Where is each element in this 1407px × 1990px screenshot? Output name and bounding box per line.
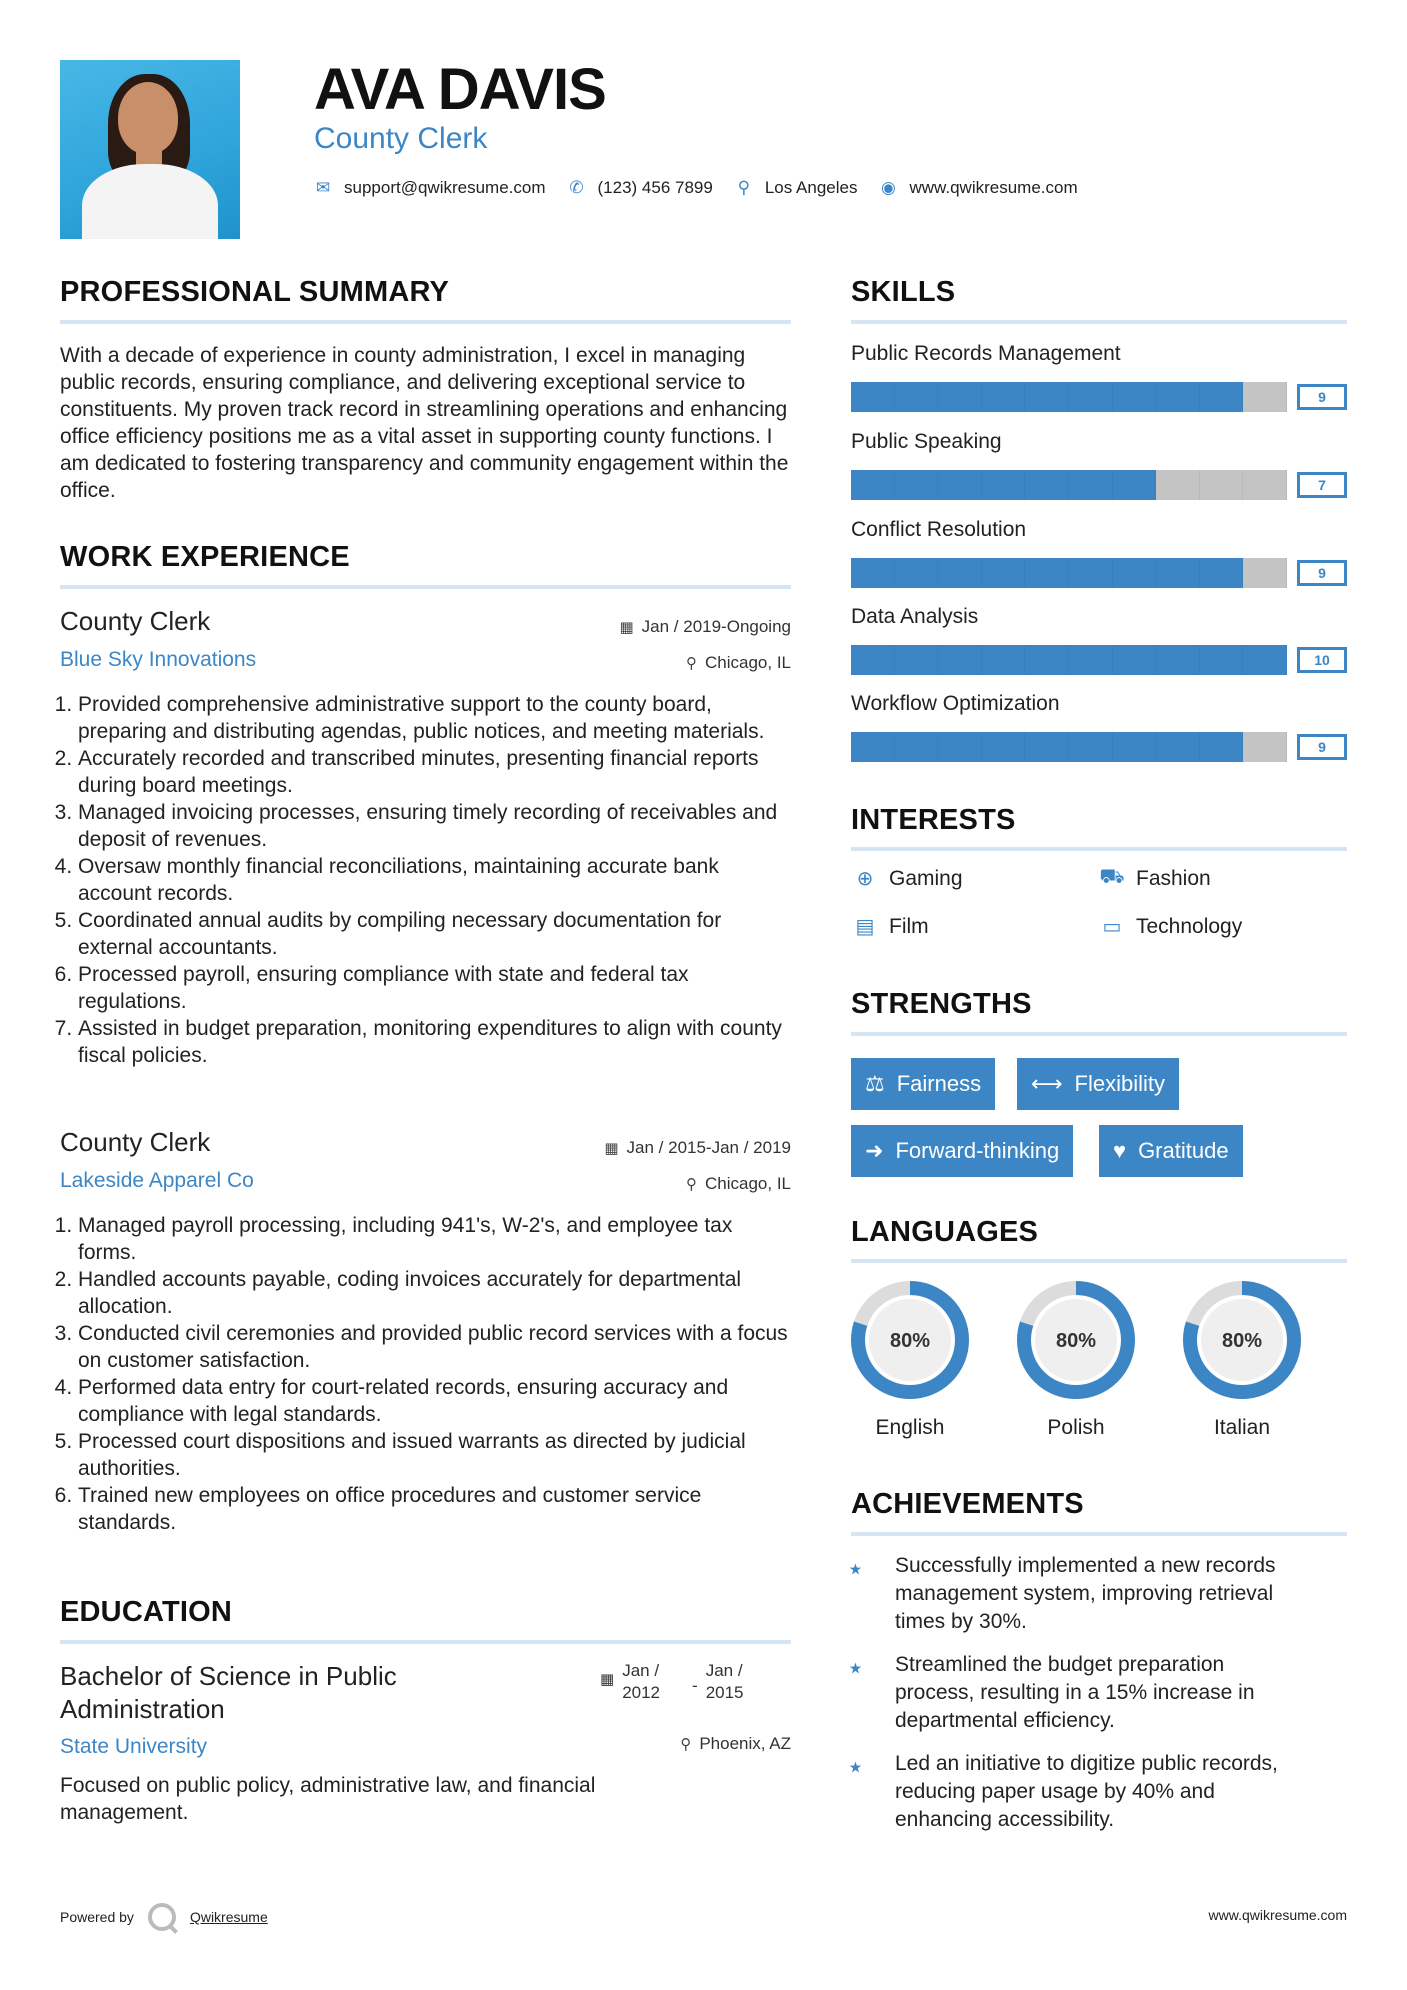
achievement-line: Streamlined the budget preparation xyxy=(895,1653,1225,1676)
job-dates xyxy=(604,1138,791,1158)
duty-item: 7. Assisted in budget preparation, monitoring expenditures to align with county fiscal policies. xyxy=(78,1015,796,1069)
job-duties-list xyxy=(60,691,796,1069)
duty-item: 1. Provided comprehensive administrative support to the county board, preparing and distributing agendas, public notices, and meeting materials. xyxy=(78,691,796,745)
duty-item: 3. Conducted civil ceremonies and provided public record services with a focus on customer satisfaction. xyxy=(78,1320,796,1374)
job-location-text: Chicago, IL xyxy=(705,1174,791,1193)
job-title: County Clerk xyxy=(60,606,211,636)
duty-item: 2. Accurately recorded and transcribed minutes, presenting financial reports during board meetings. xyxy=(78,745,796,799)
date-start-year: 2012 xyxy=(622,1683,661,1702)
interest-item xyxy=(851,866,963,891)
date-separator: - xyxy=(692,1676,698,1695)
duty-item: 2. Handled accounts payable, coding invoices accurately for departmental allocation. xyxy=(78,1266,796,1320)
experience-heading: WORK EXPERIENCE xyxy=(60,541,350,573)
strength-label: Fairness xyxy=(896,1071,982,1096)
interest-label: Gaming xyxy=(889,866,963,890)
skill-bar-segment xyxy=(895,382,939,412)
skill-bar-segment xyxy=(1025,382,1069,412)
skill-bar-segment xyxy=(1243,470,1287,500)
skill-bar-segment xyxy=(1200,645,1244,675)
date-end xyxy=(706,1660,744,1704)
date-end-year: 2015 xyxy=(705,1683,744,1702)
calendar-icon: ▦ xyxy=(604,1140,619,1157)
job-location xyxy=(686,653,791,673)
calendar-icon: ▦ xyxy=(619,619,634,636)
duty-item: 5. Coordinated annual audits by compiling necessary documentation for external accountants. xyxy=(78,907,796,961)
skill-bar-segment xyxy=(982,558,1026,588)
arrow-right-icon: ➜ xyxy=(865,1138,884,1163)
skill-bar-segment xyxy=(895,732,939,762)
education-dates xyxy=(600,1660,744,1704)
interest-item xyxy=(1098,914,1242,939)
skill-bar-segment xyxy=(1156,732,1200,762)
education-heading: EDUCATION xyxy=(60,1596,233,1628)
skill-bar-segment xyxy=(1113,645,1157,675)
skill-name: Workflow Optimization xyxy=(851,692,1060,715)
skill-bar-segment xyxy=(1243,645,1287,675)
skill-bar-segment xyxy=(982,645,1026,675)
language-progress-ring xyxy=(1181,1279,1303,1401)
duty-item: 4. Oversaw monthly financial reconciliations, maintaining accurate bank account records. xyxy=(78,853,796,907)
summary-text: With a decade of experience in county administration, I excel in managing public records, ensuring compliance, and delivering exceptional service to constituents. My proven track record in streamlining operations and enhancing office efficiency positions me as a vital asset in supporting county functions. I am dedicated to fostering transparency and community engagement within the office. xyxy=(60,344,789,502)
qwikresume-logo-icon xyxy=(148,1903,176,1931)
skill-level-value: 9 xyxy=(1297,560,1347,586)
duty-item: 3. Managed invoicing processes, ensuring timely recording of receivables and deposit of revenues. xyxy=(78,799,796,853)
skill-bar-segment xyxy=(1243,382,1287,412)
skill-name: Data Analysis xyxy=(851,605,979,628)
interest-item xyxy=(1098,866,1211,891)
balance-scale-icon: ⚖ xyxy=(865,1071,885,1096)
skill-bar xyxy=(851,645,1287,675)
job-dates-text: Jan / 2015-Jan / 2019 xyxy=(626,1138,791,1157)
skill-bar-segment xyxy=(982,382,1026,412)
skill-level-value: 7 xyxy=(1297,472,1347,498)
language-percent: 80% xyxy=(889,1330,931,1352)
strength-badge xyxy=(1017,1058,1179,1110)
skill-level-value: 10 xyxy=(1297,647,1347,673)
language-percent: 80% xyxy=(1221,1330,1263,1352)
skill-bar-segment xyxy=(1156,645,1200,675)
achievement-item xyxy=(895,1750,1355,1834)
skill-bar xyxy=(851,470,1287,500)
duty-item: 5. Processed court dispositions and issued warrants as directed by judicial authorities. xyxy=(78,1428,796,1482)
job-location xyxy=(686,1174,791,1194)
achievement-line: Led an initiative to digitize public records, xyxy=(895,1752,1278,1775)
skill-bar-segment xyxy=(1156,470,1200,500)
achievement-line: management system, improving retrieval xyxy=(895,1582,1274,1605)
languages-divider xyxy=(851,1259,1347,1263)
job-dates-text: Jan / 2019-Ongoing xyxy=(641,617,791,636)
language-progress-ring xyxy=(849,1279,971,1401)
interest-label: Technology xyxy=(1136,914,1243,938)
calendar-icon: ▦ xyxy=(600,1671,615,1688)
interest-label: Fashion xyxy=(1136,866,1211,890)
skill-name: Conflict Resolution xyxy=(851,518,1027,541)
skill-bar-segment xyxy=(1025,558,1069,588)
degree-line: Administration xyxy=(60,1694,225,1724)
duty-item: 4. Performed data entry for court-related records, ensuring accuracy and compliance with legal standards. xyxy=(78,1374,796,1428)
skill-bar-segment xyxy=(1113,470,1157,500)
skill-bar-segment xyxy=(1069,470,1113,500)
job-duties-list xyxy=(60,1212,796,1536)
achievement-line: process, resulting in a 15% increase in xyxy=(895,1681,1255,1704)
skill-bar-segment xyxy=(1200,382,1244,412)
heart-icon: ♥ xyxy=(1113,1138,1127,1163)
skill-bar-segment xyxy=(1069,382,1113,412)
interests-divider xyxy=(851,847,1347,851)
profile-photo xyxy=(60,60,240,239)
contact-email[interactable]: support@qwikresume.com xyxy=(344,178,546,197)
star-award-icon: ⭑ xyxy=(849,1654,862,1681)
skill-bar-segment xyxy=(851,558,895,588)
achievement-line: enhancing accessibility. xyxy=(895,1808,1115,1831)
skill-bar-segment xyxy=(938,732,982,762)
footer-powered-by xyxy=(60,1903,268,1931)
strength-badge xyxy=(851,1125,1073,1177)
shopping-bag-icon: ⛟ xyxy=(1099,866,1125,888)
skill-bar-segment xyxy=(982,470,1026,500)
contact-website[interactable]: www.qwikresume.com xyxy=(909,178,1078,197)
language-name: Italian xyxy=(1213,1416,1271,1439)
skill-bar-segment xyxy=(938,645,982,675)
summary-heading: PROFESSIONAL SUMMARY xyxy=(60,276,450,308)
skill-bar xyxy=(851,558,1287,588)
contact-location: Los Angeles xyxy=(764,178,858,197)
skills-divider xyxy=(851,320,1347,324)
skill-bar-segment xyxy=(895,558,939,588)
strength-label: Forward-thinking xyxy=(895,1138,1060,1163)
skill-bar-segment xyxy=(851,470,895,500)
date-start xyxy=(622,1660,660,1704)
language-name: English xyxy=(875,1416,945,1439)
skill-bar-segment xyxy=(1113,732,1157,762)
map-pin-icon: ⚲ xyxy=(737,178,751,197)
skill-bar-segment xyxy=(1025,732,1069,762)
job-title: County Clerk xyxy=(60,1127,211,1157)
contact-phone[interactable]: (123) 456 7899 xyxy=(597,178,713,197)
school-name: State University xyxy=(60,1735,208,1758)
strength-badge xyxy=(851,1058,995,1110)
achievement-line: times by 30%. xyxy=(895,1610,1027,1633)
skill-bar-segment xyxy=(1243,732,1287,762)
powered-by-text: Powered by xyxy=(60,1909,134,1925)
achievement-line: departmental efficiency. xyxy=(895,1709,1115,1732)
skill-bar-segment xyxy=(1113,558,1157,588)
education-location-text: Phoenix, AZ xyxy=(699,1734,791,1753)
language-name: Polish xyxy=(1047,1416,1105,1439)
skill-bar-segment xyxy=(1156,382,1200,412)
achievement-item xyxy=(895,1552,1355,1636)
pin-icon: ⚲ xyxy=(686,1176,697,1193)
skill-bar-segment xyxy=(851,645,895,675)
skill-bar-segment xyxy=(1156,558,1200,588)
job-dates xyxy=(619,617,791,637)
strengths-heading: STRENGTHS xyxy=(851,988,1032,1020)
skill-bar-segment xyxy=(1113,382,1157,412)
skill-name: Public Speaking xyxy=(851,430,1002,453)
skill-bar-segment xyxy=(1025,470,1069,500)
skill-bar-segment xyxy=(938,558,982,588)
achievement-line: reducing paper usage by 40% and xyxy=(895,1780,1215,1803)
skill-bar-segment xyxy=(1200,732,1244,762)
skill-bar-segment xyxy=(982,732,1026,762)
skill-level-value: 9 xyxy=(1297,384,1347,410)
skill-bar-segment xyxy=(895,645,939,675)
degree-title xyxy=(60,1660,397,1726)
skill-bar-segment xyxy=(1200,470,1244,500)
date-end-month: Jan / xyxy=(705,1661,743,1680)
strength-label: Gratitude xyxy=(1138,1138,1229,1163)
skill-bar-segment xyxy=(1200,558,1244,588)
envelope-icon: ✉ xyxy=(315,178,331,197)
interest-label: Film xyxy=(889,914,929,938)
pin-icon: ⚲ xyxy=(680,1736,692,1753)
language-progress-ring xyxy=(1015,1279,1137,1401)
globe-icon: ◉ xyxy=(881,178,896,197)
skill-bar-segment xyxy=(1069,732,1113,762)
achievement-item xyxy=(895,1651,1355,1735)
education-description: Focused on public policy, administrative law, and financial management. xyxy=(60,1774,596,1824)
achievement-line: Successfully implemented a new records xyxy=(895,1554,1276,1577)
duty-item: 1. Managed payroll processing, including 941's, W-2's, and employee tax forms. xyxy=(78,1212,796,1266)
interest-item xyxy=(851,914,929,939)
skill-bar-segment xyxy=(895,470,939,500)
skill-bar-segment xyxy=(1069,645,1113,675)
skill-bar-segment xyxy=(1025,645,1069,675)
education-divider xyxy=(60,1640,791,1644)
summary-divider xyxy=(60,320,791,324)
skill-bar-segment xyxy=(1243,558,1287,588)
film-icon: ▤ xyxy=(855,916,875,938)
interests-heading: INTERESTS xyxy=(851,804,1016,836)
job-company: Lakeside Apparel Co xyxy=(60,1169,254,1192)
star-award-icon: ⭑ xyxy=(849,1753,862,1780)
skill-bar-segment xyxy=(1069,558,1113,588)
achievements-divider xyxy=(851,1532,1347,1536)
skill-level-value: 9 xyxy=(1297,734,1347,760)
contact-bar xyxy=(314,178,1100,198)
education-location xyxy=(680,1734,791,1754)
job-company: Blue Sky Innovations xyxy=(60,648,257,671)
language-percent: 80% xyxy=(1055,1330,1097,1352)
footer-website[interactable]: www.qwikresume.com xyxy=(1208,1907,1347,1923)
skill-bar-segment xyxy=(851,382,895,412)
achievements-heading: ACHIEVEMENTS xyxy=(851,1488,1084,1520)
strength-label: Flexibility xyxy=(1074,1071,1166,1096)
skill-name: Public Records Management xyxy=(851,342,1121,365)
laptop-icon: ▭ xyxy=(1102,916,1122,938)
strength-badge xyxy=(1099,1125,1243,1177)
pin-icon: ⚲ xyxy=(686,655,697,672)
skill-bar xyxy=(851,382,1287,412)
candidate-role: County Clerk xyxy=(314,122,488,155)
date-start-month: Jan / xyxy=(622,1661,660,1680)
duty-item: 6. Processed payroll, ensuring compliance with state and federal tax regulations. xyxy=(78,961,796,1015)
gamepad-icon: ⊕ xyxy=(856,868,874,890)
duty-item: 6. Trained new employees on office procedures and customer service standards. xyxy=(78,1482,796,1536)
strengths-divider xyxy=(851,1032,1347,1036)
job-location-text: Chicago, IL xyxy=(705,653,791,672)
languages-heading: LANGUAGES xyxy=(851,1216,1039,1248)
experience-divider xyxy=(60,585,791,589)
skills-heading: SKILLS xyxy=(851,276,956,308)
star-award-icon: ⭑ xyxy=(849,1555,862,1582)
arrows-horizontal-icon: ⟷ xyxy=(1031,1071,1063,1096)
degree-line: Bachelor of Science in Public xyxy=(60,1661,397,1691)
brand-link[interactable]: Qwikresume xyxy=(189,1909,268,1925)
skill-bar xyxy=(851,732,1287,762)
skill-bar-segment xyxy=(938,382,982,412)
candidate-name: AVA DAVIS xyxy=(314,57,606,122)
skill-bar-segment xyxy=(938,470,982,500)
phone-icon: ✆ xyxy=(569,178,584,197)
skill-bar-segment xyxy=(851,732,895,762)
